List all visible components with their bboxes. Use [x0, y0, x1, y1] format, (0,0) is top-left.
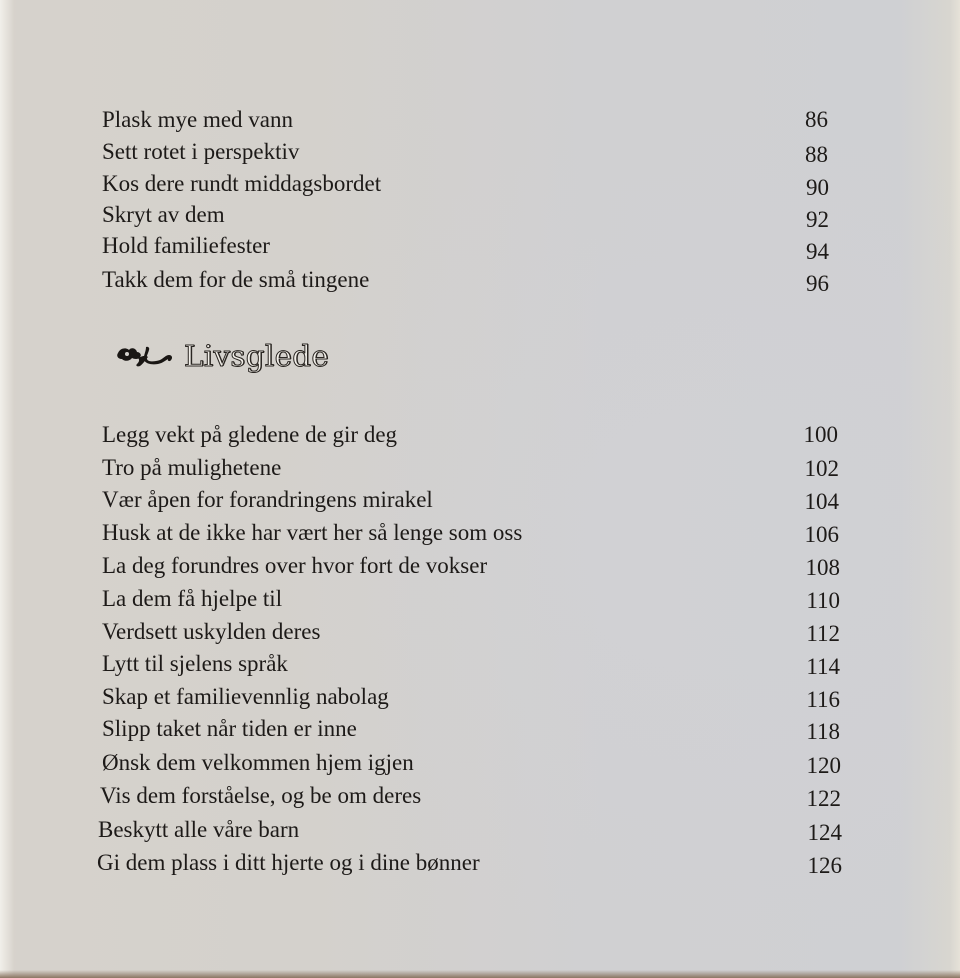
- toc-entry: [0, 549, 960, 582]
- toc-entry-page: 112: [806, 621, 840, 646]
- toc-entry: [0, 846, 960, 879]
- toc-entry-page: 104: [804, 489, 839, 514]
- toc-entry: [0, 229, 960, 262]
- toc-entry: [0, 582, 960, 615]
- toc-entry: [0, 135, 960, 168]
- toc-entry-page: 110: [806, 588, 840, 613]
- toc-entry-page: 114: [806, 654, 840, 679]
- toc-entry-title: Beskytt alle våre barn: [98, 817, 300, 842]
- toc-entry-title: Kos dere rundt middagsbordet: [102, 171, 382, 196]
- toc-entry: [0, 647, 960, 680]
- toc-entry-page: 94: [806, 239, 829, 264]
- section-heading-livsglede: [116, 336, 329, 376]
- toc-entry-page: 88: [805, 142, 828, 167]
- toc-entry-title: Legg vekt på gledene de gir deg: [102, 422, 398, 447]
- toc-entry-page: 86: [805, 107, 828, 132]
- toc-entry-title: La dem få hjelpe til: [102, 586, 283, 611]
- toc-entry-title: Slipp taket når tiden er inne: [102, 716, 357, 741]
- toc-entry-title: Skryt av dem: [102, 202, 225, 227]
- floral-ornament-icon: [116, 343, 174, 369]
- toc-entry-page: 108: [805, 555, 840, 580]
- toc-entry-page: 116: [806, 687, 840, 712]
- toc-entry-title: La deg forundres over hvor fort de vokser: [102, 553, 488, 578]
- toc-entry-page: 92: [806, 207, 829, 232]
- toc-entry-page: 124: [807, 820, 842, 845]
- toc-entry-page: 122: [806, 786, 841, 811]
- toc-entry-title: Verdsett uskylden deres: [102, 619, 321, 644]
- toc-entry: [0, 198, 960, 231]
- toc-entry-title: Sett rotet i perspektiv: [102, 139, 300, 164]
- toc-entry-title: Tro på mulighetene: [102, 455, 282, 480]
- section-heading-text: Livsglede: [184, 339, 330, 373]
- toc-entry-title: Hold familiefester: [102, 233, 270, 258]
- toc-entry-title: Husk at de ikke har vært her så lenge som oss: [102, 520, 523, 545]
- toc-entry-title: Skap et familievennlig nabolag: [102, 684, 389, 709]
- toc-entry-page: 96: [806, 271, 829, 296]
- toc-entry-page: 118: [806, 719, 840, 744]
- toc-entry: [0, 451, 960, 484]
- toc-entry-title: Takk dem for de små tingene: [102, 267, 370, 292]
- toc-entry-page: 106: [804, 522, 839, 547]
- toc-entry-title: Vis dem forståelse, og be om deres: [100, 783, 422, 808]
- toc-entry-page: 100: [803, 422, 838, 447]
- toc-entry: [0, 516, 960, 549]
- toc-entry-title: Gi dem plass i ditt hjerte og i dine bønner: [97, 850, 480, 875]
- toc-entry-title: Ønsk dem velkommen hjem igjen: [102, 750, 414, 775]
- toc-entry-page: 90: [806, 175, 829, 200]
- toc-entry: [0, 746, 960, 779]
- toc-entry: [0, 263, 960, 296]
- toc-entry: [0, 680, 960, 713]
- toc-entry: [0, 167, 960, 200]
- toc-entry-title: Vær åpen for forandringens mirakel: [102, 487, 433, 512]
- toc-entry-title: Plask mye med vann: [102, 107, 293, 132]
- toc-entry: [0, 615, 960, 648]
- toc-entry: [0, 712, 960, 745]
- toc-entry: [0, 813, 960, 846]
- toc-entry: [0, 418, 960, 451]
- toc-entry-page: 126: [807, 853, 842, 878]
- toc-entry-page: 120: [806, 753, 841, 778]
- toc-entry-title: Lytt til sjelens språk: [102, 651, 288, 676]
- toc-entry: [0, 483, 960, 516]
- toc-entry: [0, 103, 960, 136]
- toc-entry: [0, 779, 960, 812]
- toc-entry-page: 102: [804, 456, 839, 481]
